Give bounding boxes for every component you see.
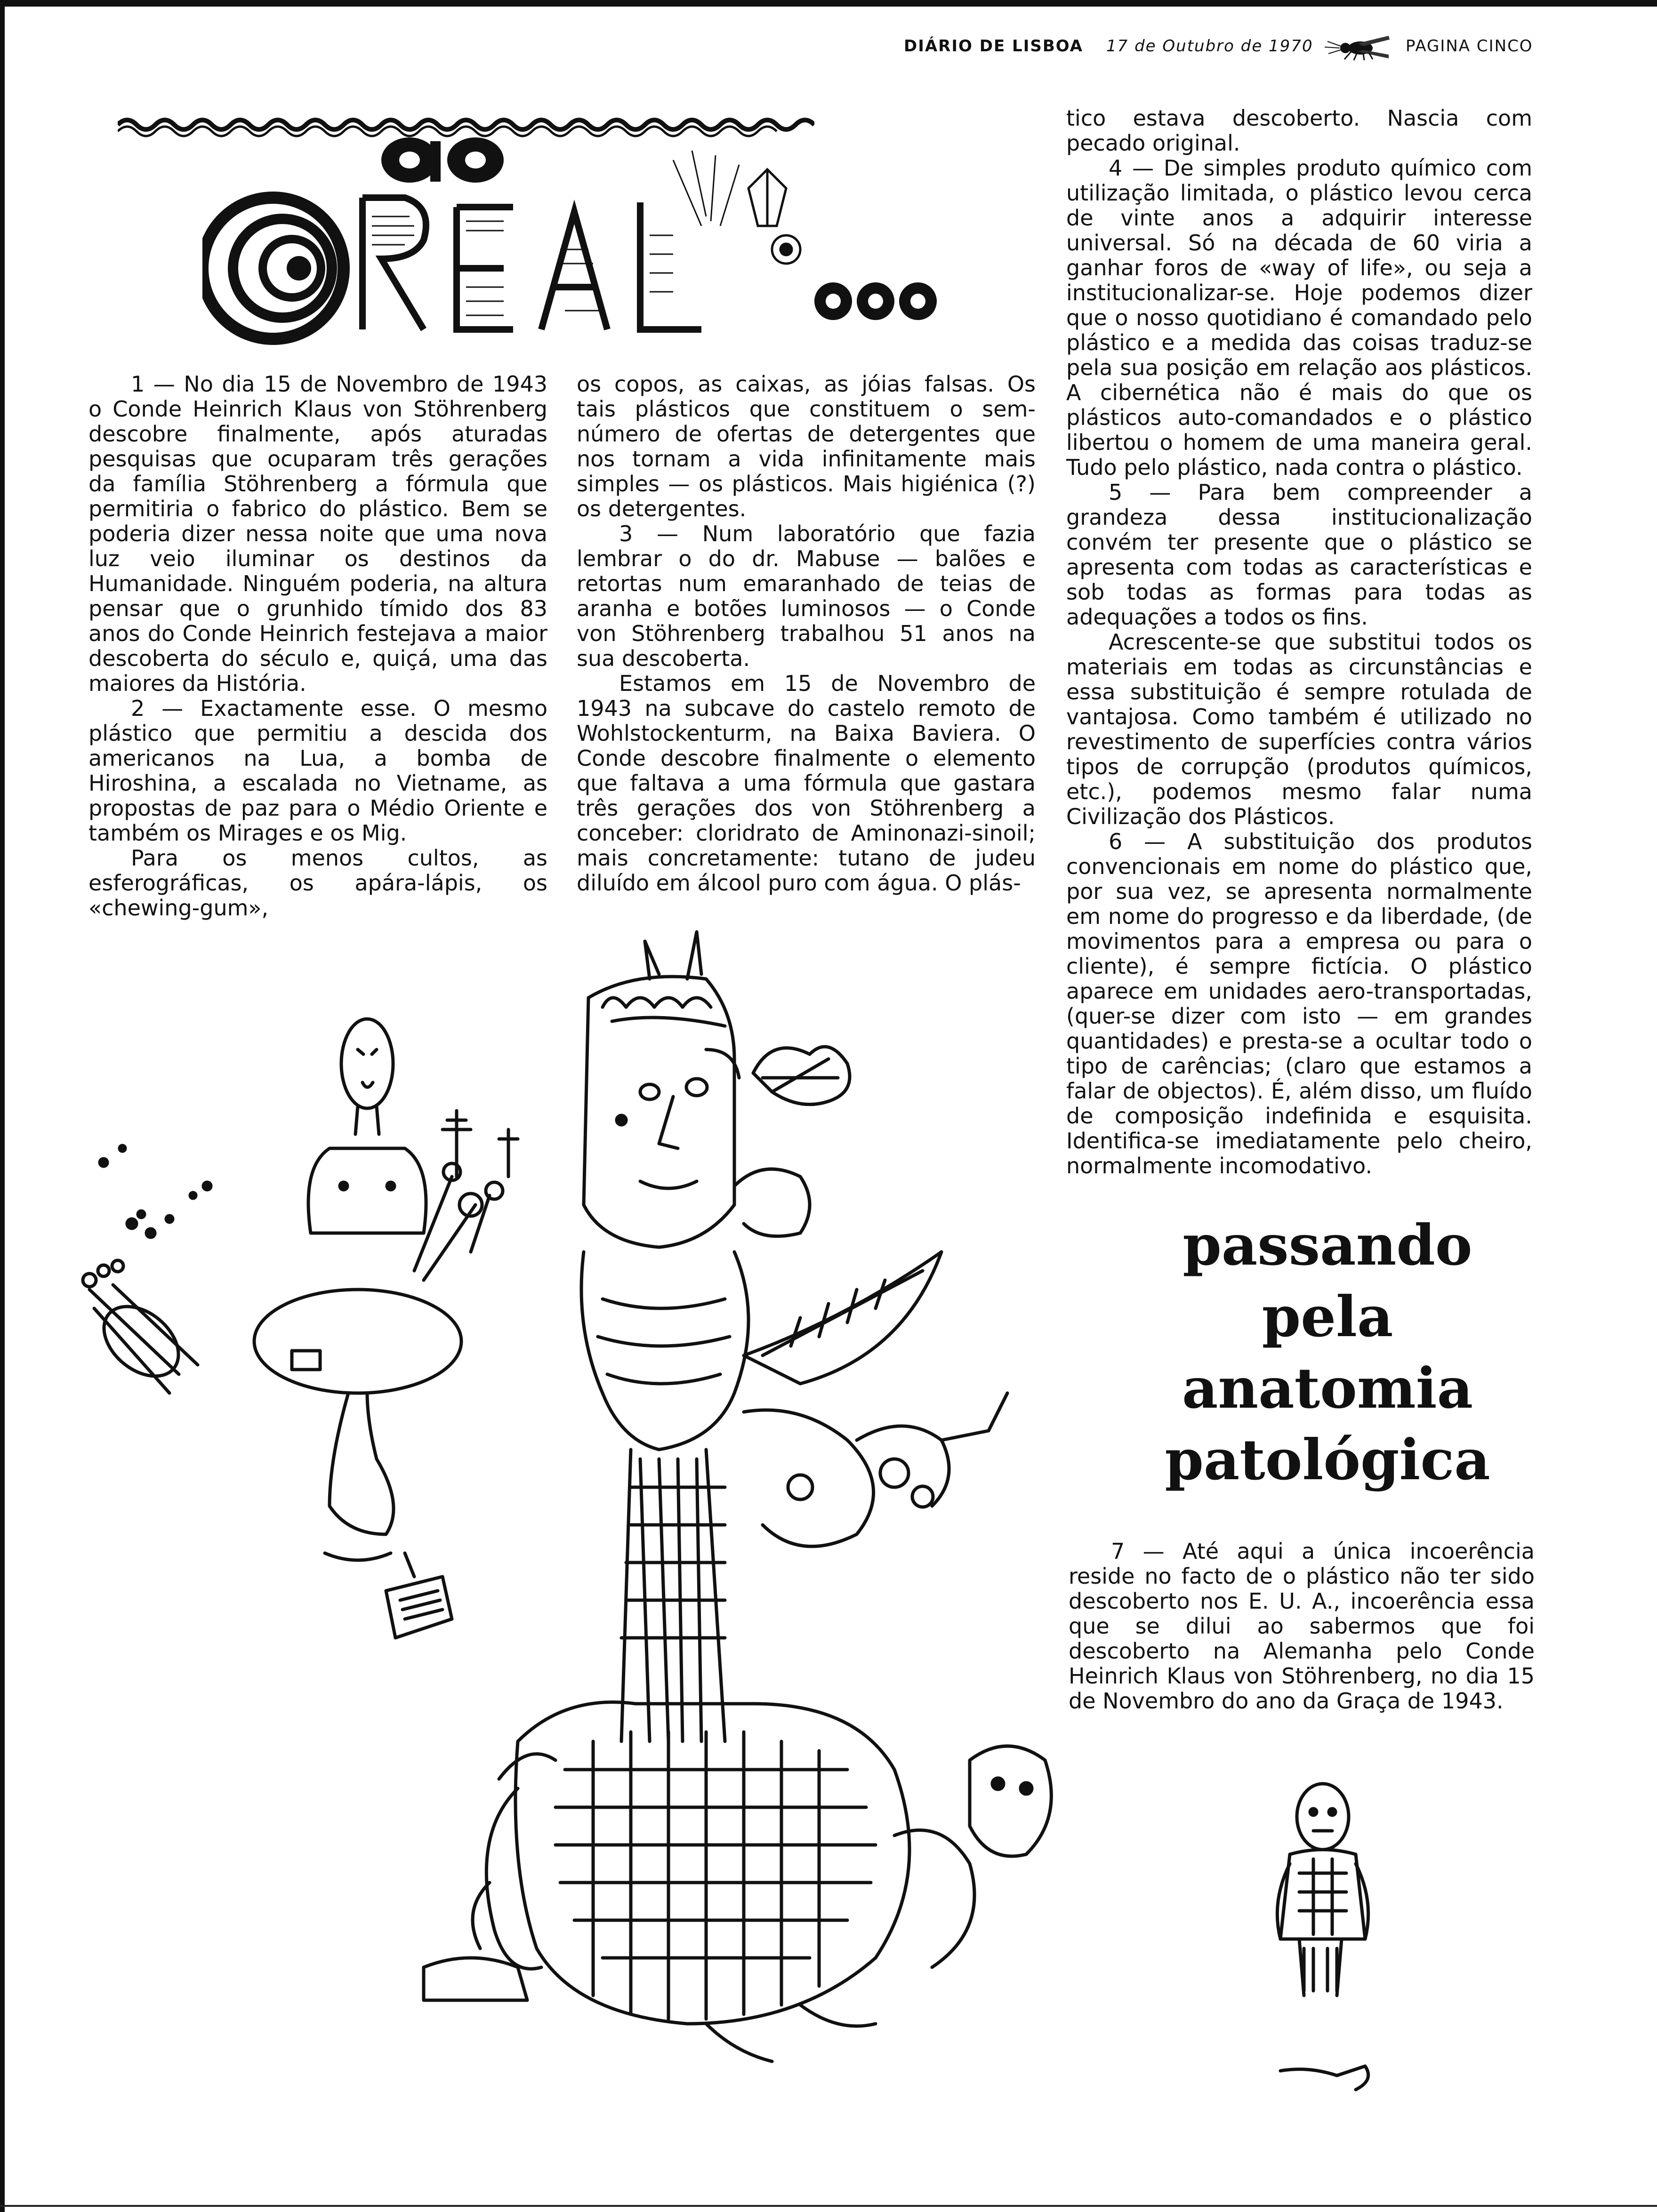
- paragraph: Acrescente-se que substitui todos os materiais em todas as circunstâncias e essa substituição é sempre rotulada de vantajosa. Como também é utilizado no revestimento de superfícies contra vários tipos de corrupção (produtos químicos, etc.), podemos mesmo falar numa Civilização dos Plásticos.: [1066, 629, 1532, 829]
- page-number-label: PAGINA CINCO: [1406, 37, 1533, 56]
- paragraph: os copos, as caixas, as jóias falsas. Os tais plásticos que constituem o sem-número de ofertas de detergentes que nos tornam a vida infinitamente mais simples — os plásticos. Mais higiénica (?) os detergentes.: [577, 371, 1036, 521]
- central-figure-drawing: [584, 932, 739, 1247]
- scattered-dots-drawing: [100, 1146, 211, 1237]
- paragraph: 5 — Para bem compreender a grandeza dessa institucionalização convém ter presente que o plástico se apresenta com todas as características e sob todas as formas para todas as adequações a todos os fins.: [1066, 480, 1532, 630]
- tower-body-drawing: [424, 1252, 1051, 2061]
- foliage-drawing: [734, 1047, 1007, 1547]
- subheading-line: pela: [1262, 1284, 1393, 1349]
- paragraph: 3 — Num laboratório que fazia lembrar o do dr. Mabuse — balões e retortas num emaranhado de teias de aranha e botões luminosos — o Conde von Stöhrenberg trabalhou 51 anos na sua descoberta.: [577, 521, 1036, 671]
- subheading-line: passando: [1182, 1212, 1472, 1278]
- paragraph: 6 — A substituição dos produtos convencionais em nome do plástico que, por sua vez, se apresenta normalmente em nome do progresso e da liberdade, (de movimentos para a empresa ou para o cliente), é sempre fictícia. O plástico aparece em unidades aero-transportadas, (quer-se dizer com isto — em grandes quantidades) e presta-se a ocultar todo o tipo de carências; (claro que estamos a falar de objectos). É, além disso, um fluído de composição indefinida e esquisita. Identifica-se imediatamente pelo cheiro, normalmente incomodativo.: [1066, 829, 1532, 1178]
- paragraph: 1 — No dia 15 de Novembro de 1943 o Conde Heinrich Klaus von Stöhrenberg descobre finalmente, após aturadas pesquisas que ocuparam três gerações da família Stöhrenberg a fórmula que permitiria o fabrico do plástico. Bem se poderia dizer nessa noite que uma nova luz veio iluminar os destinos da Humanidade. Ninguém poderia, na altura pensar que o grunhido tímido dos 83 anos do Conde Heinrich festejava a maior descoberta do século e, quiçá, uma das maiores da História.: [88, 371, 547, 696]
- paragraph: Estamos em 15 de Novembro de 1943 na subcave do castelo remoto de Wohlstockenturm, na Baixa Baviera. O Conde descobre finalmente o elemento que faltava a uma fórmula que gastara três gerações dos von Stöhrenberg a conceber: cloridrato de Aminonazi-sinoil; mais concretamente: tutano de judeu diluído em álcool puro com água. O plás-: [577, 671, 1036, 896]
- paragraph: Para os menos cultos, as esferográficas, os apára-lápis, os «chewing-gum»,: [88, 845, 547, 921]
- radio-drawing: [386, 1553, 452, 1638]
- cross-drawings: [442, 1111, 518, 1177]
- paragraph: tico estava descoberto. Nascia com pecado original.: [1066, 105, 1532, 156]
- signature-scribble: [1280, 2066, 1368, 2090]
- issue-date: 17 de Outubro de 1970: [1106, 37, 1313, 56]
- violin-drawing: [83, 1260, 198, 1393]
- subheading-line: patológica: [1165, 1427, 1490, 1492]
- paragraph: 7 — Até aqui a única incoerência reside no facto de o plástico não ter sido descoberto nos E. U. A., incoerência essa que se dilui ao sabermos que foi descoberto na Alemanha pelo Conde Heinrich Klaus von Stöhrenberg, no dia 15 de Novembro do ano da Graça de 1943.: [1069, 1539, 1535, 1714]
- subheading-line: anatomia: [1182, 1355, 1473, 1421]
- newspaper-name: DIÁRIO DE LISBOA: [904, 37, 1084, 56]
- paragraph: 2 — Exactamente esse. O mesmo plástico que permitiu a descida dos americanos na Lua, a bomba de Hiroshina, a escalada no Vietname, as propostas de paz para o Médio Oriente e também os Mirages e os Mig.: [88, 696, 547, 846]
- small-man-figure-drawing: [1277, 1784, 1368, 1996]
- paragraph: 4 — De simples produto químico com utilização limitada, o plástico levou cerca de vinte anos a adquirir interesse universal. Só na década de 60 viria a ganhar foros de «way of life», ou seja a institucionalizar-se. Hoje podemos dizer que o nosso quotidiano é comandado pelo plástico e a medida das coisas traduz-se pela sua posição em relação aos plásticos. A cibernética não é mais do que os plásticos auto-comandados e o plástico libertou o homem de uma maneira geral. Tudo pelo plástico, nada contra o plástico.: [1066, 155, 1532, 480]
- woman-figure-drawing: [254, 1019, 503, 1560]
